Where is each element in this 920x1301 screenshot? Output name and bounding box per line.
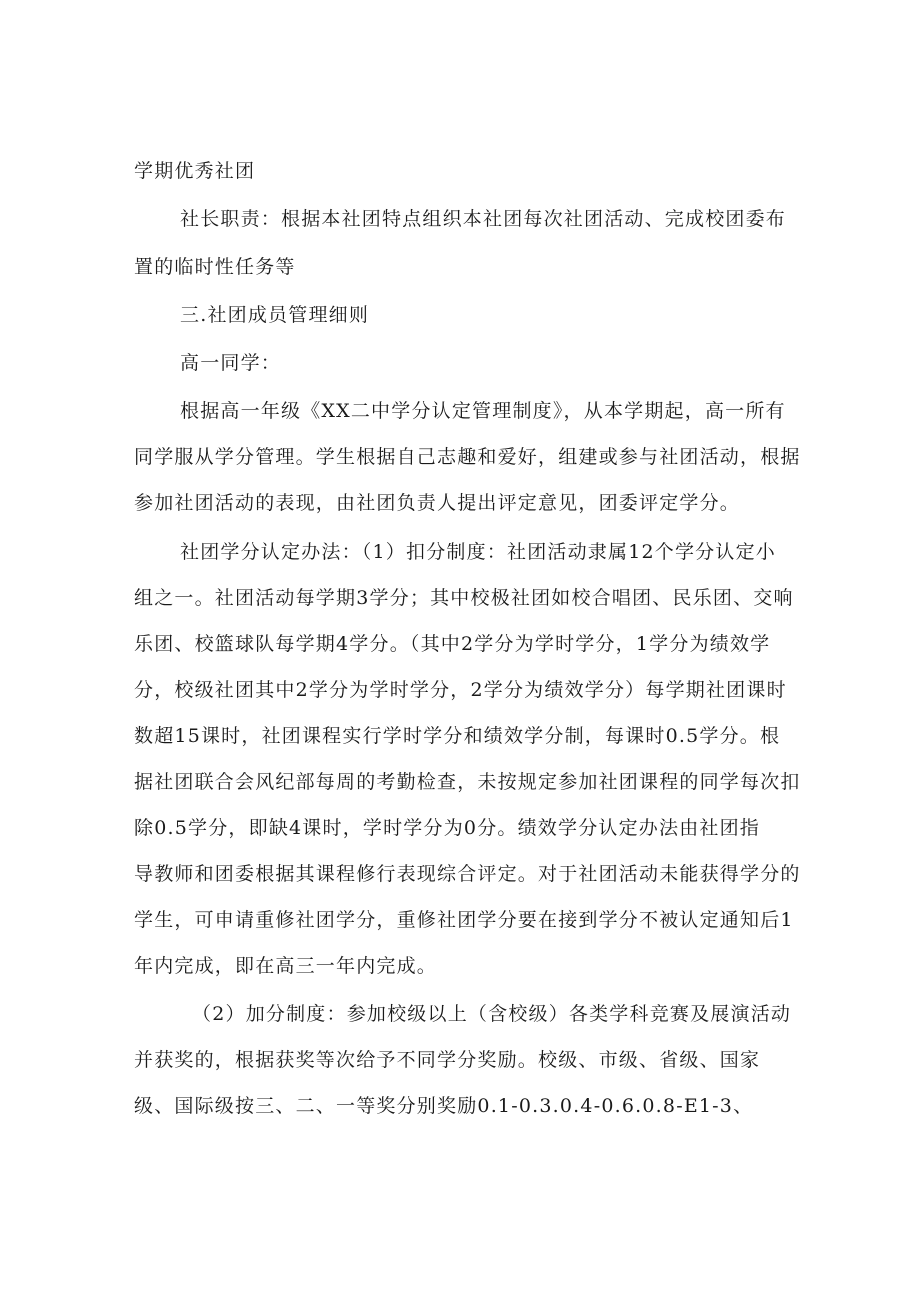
text-line: 除0.5学分，即缺4课时，学时学分为0分。绩效学分认定办法由社团指	[134, 817, 760, 839]
text-line: 置的临时性任务等	[134, 256, 296, 278]
text-line: 数超15课时，社团课程实行学时学分和绩效学分制，每课时0.5学分。根	[134, 725, 781, 747]
text-line: 组之一。社团活动每学期3学分；其中校极社团如校合唱团、民乐团、交响	[134, 587, 794, 609]
text-line: 社团学分认定办法：（1）扣分制度：社团活动隶属12个学分认定小	[180, 541, 776, 563]
text-line: 级、国际级按三、二、一等奖分别奖励0.1-0.3.0.4-0.6.0.8-E1-3、	[134, 1095, 754, 1117]
text-line: 年内完成，即在高三一年内完成。	[134, 955, 438, 977]
text-line: 学生，可申请重修社团学分，重修社团学分要在接到学分不被认定通知后1	[134, 909, 794, 931]
text-line: 分，校级社团其中2学分为学时学分，2学分为绩效学分）每学期社团课时	[134, 679, 787, 701]
text-line: 社长职责：根据本社团特点组织本社团每次社团活动、完成校团委布	[180, 208, 787, 230]
text-line: 参加社团活动的表现，由社团负责人提出评定意见，团委评定学分。	[134, 492, 741, 514]
text-line: 据社团联合会风纪部每周的考勤检查，未按规定参加社团课程的同学每次扣	[134, 771, 801, 793]
text-line: 学期优秀社团	[134, 160, 256, 182]
section-heading: 三.社团成员管理细则	[180, 304, 370, 326]
text-line: 同学服从学分管理。学生根据自己志趣和爱好，组建或参与社团活动，根据	[134, 446, 801, 468]
text-line: 高一同学：	[180, 352, 282, 374]
text-line: （2）加分制度：参加校级以上（含校级）各类学科竞赛及展演活动	[192, 1003, 792, 1025]
text-line: 乐团、校篮球队每学期4学分。（其中2学分为学时学分，1学分为绩效学	[134, 633, 771, 655]
text-line: 导教师和团委根据其课程修行表现综合评定。对于社团活动未能获得学分的	[134, 863, 801, 885]
text-line: 并获奖的，根据获奖等次给予不同学分奖励。校级、市级、省级、国家	[134, 1049, 761, 1071]
text-line: 根据高一年级《XX二中学分认定管理制度》，从本学期起，高一所有	[180, 400, 786, 422]
